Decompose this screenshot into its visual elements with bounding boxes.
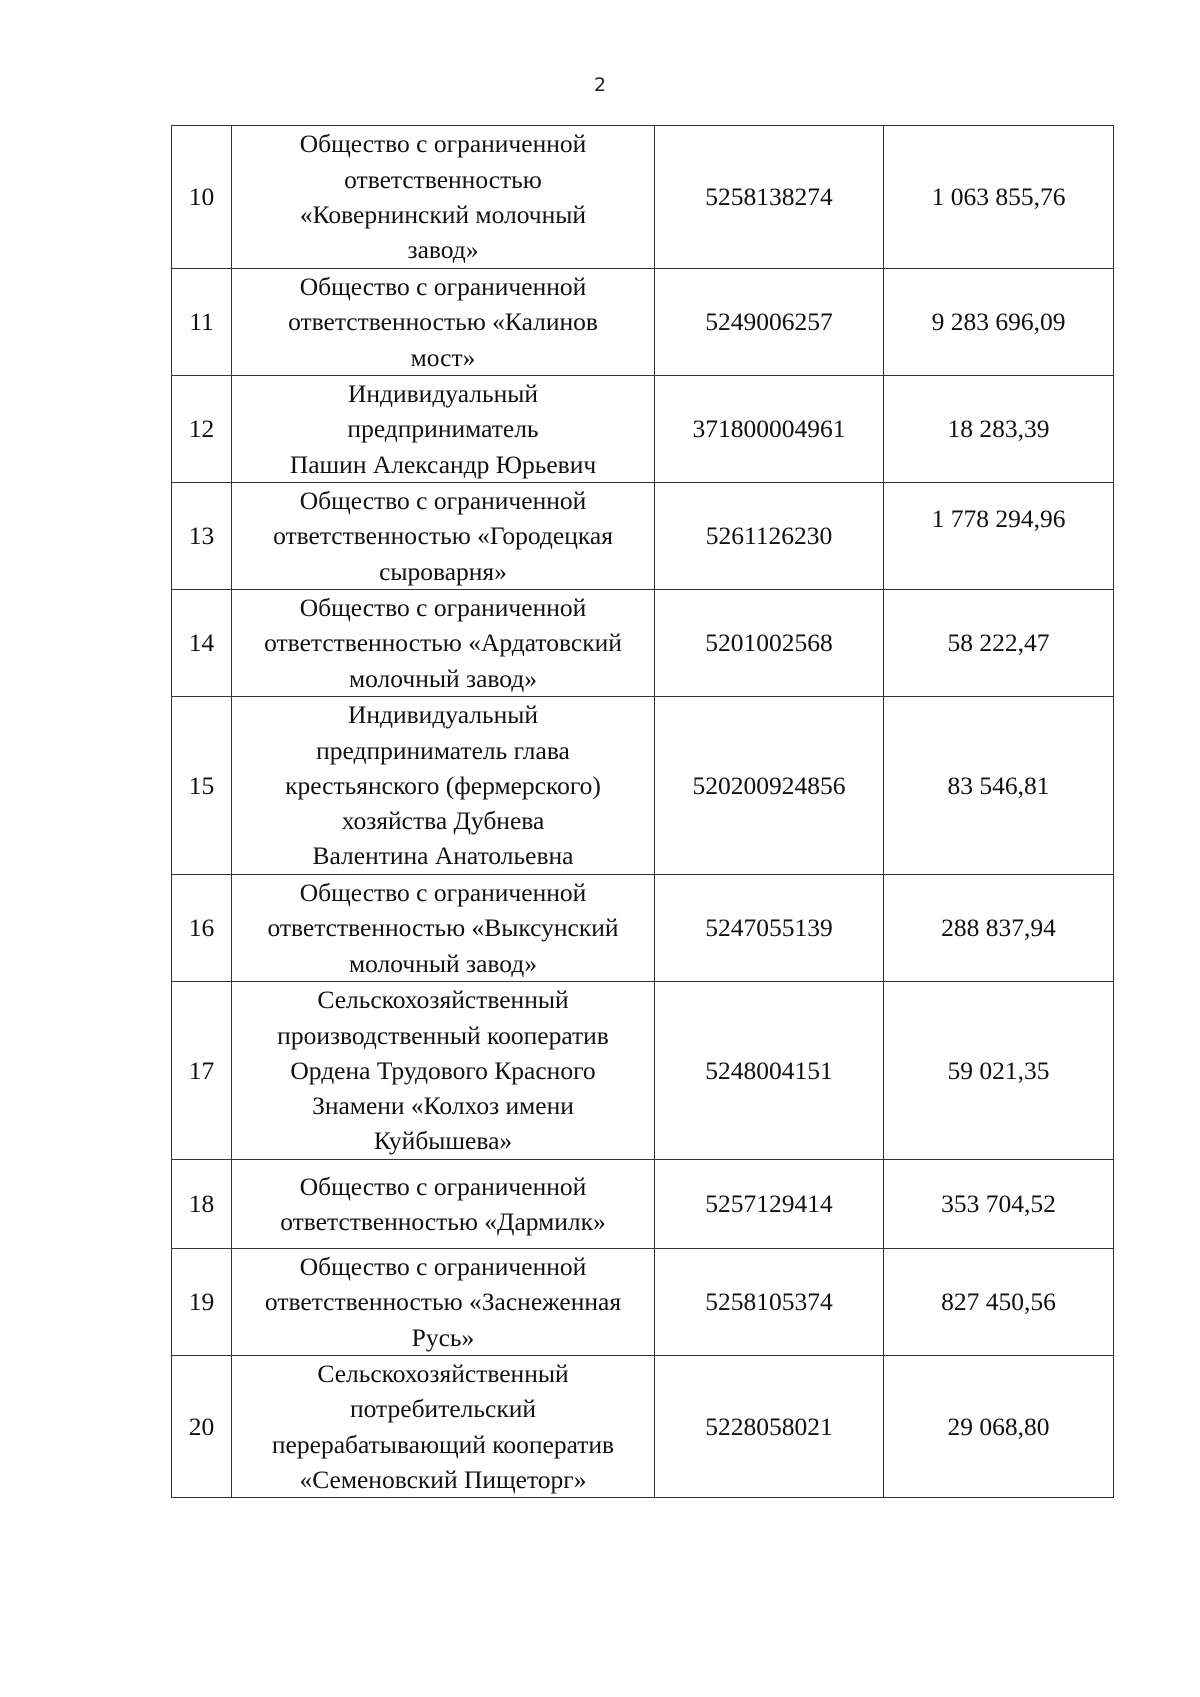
organization-name-line: сыроварня» — [379, 556, 507, 586]
page-number: 2 — [593, 74, 607, 96]
amount-value: 59 021,35 — [884, 982, 1114, 1160]
inn-value: 5257129414 — [655, 1160, 884, 1249]
row-number: 19 — [172, 1249, 232, 1356]
amount-value: 9 283 696,09 — [884, 269, 1114, 376]
organization-name-line: завод» — [407, 235, 479, 265]
organization-name-line: хозяйства Дубнева — [341, 806, 545, 836]
organization-name — [232, 269, 655, 376]
row-number: 15 — [172, 697, 232, 875]
amount-value: 353 704,52 — [884, 1160, 1114, 1249]
organization-name-line: Русь» — [411, 1322, 475, 1352]
row-number: 10 — [172, 126, 232, 269]
inn-value: 5258105374 — [655, 1249, 884, 1356]
table-row — [172, 126, 1114, 269]
organization-name-line: Сельскохозяйственный — [317, 985, 569, 1015]
organization-name-line: Ордена Трудового Красного — [290, 1055, 596, 1085]
table-row — [172, 590, 1114, 697]
organization-name-line: Общество с ограниченной — [299, 129, 587, 159]
organization-name-line: мост» — [410, 342, 476, 372]
organization-name — [232, 1356, 655, 1498]
organization-name-line: Общество с ограниченной — [299, 272, 587, 302]
organization-name-line: молочный завод» — [349, 663, 537, 693]
organization-name-line: предприниматель — [347, 414, 539, 444]
table-body — [172, 126, 1114, 1498]
inn-value: 5248004151 — [655, 982, 884, 1160]
organization-name-line: «Семеновский Пищеторг» — [299, 1464, 587, 1494]
organization-name-line: потребительский — [349, 1394, 537, 1424]
amount-value — [884, 483, 1114, 590]
table-row — [172, 1356, 1114, 1498]
table-row — [172, 483, 1114, 590]
organization-name — [232, 1160, 655, 1249]
inn-value: 5228058021 — [655, 1356, 884, 1498]
organization-name — [232, 875, 655, 982]
row-number: 17 — [172, 982, 232, 1160]
organization-name-line: Куйбышева» — [373, 1126, 513, 1156]
inn-value: 5258138274 — [655, 126, 884, 269]
organization-name — [232, 590, 655, 697]
table-row — [172, 1249, 1114, 1356]
organization-name-line: крестьянского (фермерского) — [285, 770, 601, 800]
inn-value: 5249006257 — [655, 269, 884, 376]
organization-name-line: ответственностью «Городецкая — [273, 521, 613, 551]
organization-name-line: Пашин Александр Юрьевич — [289, 449, 597, 479]
organization-name-line: Индивидуальный — [347, 700, 539, 730]
row-number: 14 — [172, 590, 232, 697]
organization-name-line: Общество с ограниченной — [299, 486, 587, 516]
inn-value: 5201002568 — [655, 590, 884, 697]
organization-name-line: предприниматель глава — [316, 735, 570, 765]
organization-name-line: Общество с ограниченной — [299, 593, 587, 623]
organization-name-line: ответственностью — [344, 164, 542, 194]
organization-name — [232, 126, 655, 269]
row-number: 20 — [172, 1356, 232, 1498]
organization-name-line: Общество с ограниченной — [299, 1171, 587, 1201]
table-row — [172, 875, 1114, 982]
amount-value: 1 063 855,76 — [884, 126, 1114, 269]
organization-name-line: Сельскохозяйственный — [317, 1359, 569, 1388]
organization-name-line: молочный завод» — [349, 948, 537, 978]
organization-name-line: перерабатывающий кооператив — [271, 1429, 615, 1459]
table-row — [172, 697, 1114, 875]
inn-value: 5247055139 — [655, 875, 884, 982]
inn-value: 5261126230 — [655, 483, 884, 590]
row-number: 16 — [172, 875, 232, 982]
table-row — [172, 982, 1114, 1160]
table-row — [172, 376, 1114, 483]
organization-name — [232, 982, 655, 1160]
amount-value: 827 450,56 — [884, 1249, 1114, 1356]
organization-name-line: «Ковернинский молочный — [299, 200, 587, 229]
amount-value: 18 283,39 — [884, 376, 1114, 483]
row-number: 18 — [172, 1160, 232, 1249]
row-number: 11 — [172, 269, 232, 376]
organization-name-line: Индивидуальный — [347, 379, 539, 409]
organization-name — [232, 697, 655, 875]
organization-name-line: Общество с ограниченной — [299, 878, 587, 908]
organization-name — [232, 1249, 655, 1356]
organization-name-line: ответственностью «Ардатовский — [264, 628, 622, 658]
amount-value: 58 222,47 — [884, 590, 1114, 697]
amount-value: 288 837,94 — [884, 875, 1114, 982]
organization-name-line: ответственностью «Дармилк» — [280, 1207, 606, 1236]
organization-name-line: ответственностью «Заснеженная — [264, 1287, 622, 1317]
inn-value: 371800004961 — [655, 376, 884, 483]
row-number: 12 — [172, 376, 232, 483]
inn-value: 520200924856 — [655, 697, 884, 875]
amount-value: 29 068,80 — [884, 1356, 1114, 1498]
organization-name-line: Знамени «Колхоз имени — [312, 1091, 574, 1121]
amount-text: 1 778 294,96 — [931, 504, 1066, 534]
organization-name — [232, 376, 655, 483]
organization-name-line: ответственностью «Калинов — [288, 307, 598, 337]
table-row — [172, 1160, 1114, 1249]
organization-name-line: Общество с ограниченной — [299, 1252, 587, 1282]
organization-name-line: Валентина Анатольевна — [312, 841, 574, 871]
table-row — [172, 269, 1114, 376]
row-number: 13 — [172, 483, 232, 590]
organization-name-line: ответственностью «Выксунский — [267, 913, 619, 943]
organization-name-line: производственный кооператив — [277, 1020, 609, 1050]
amount-value: 83 546,81 — [884, 697, 1114, 875]
enterprise-table — [171, 125, 1114, 1498]
organization-name — [232, 483, 655, 590]
